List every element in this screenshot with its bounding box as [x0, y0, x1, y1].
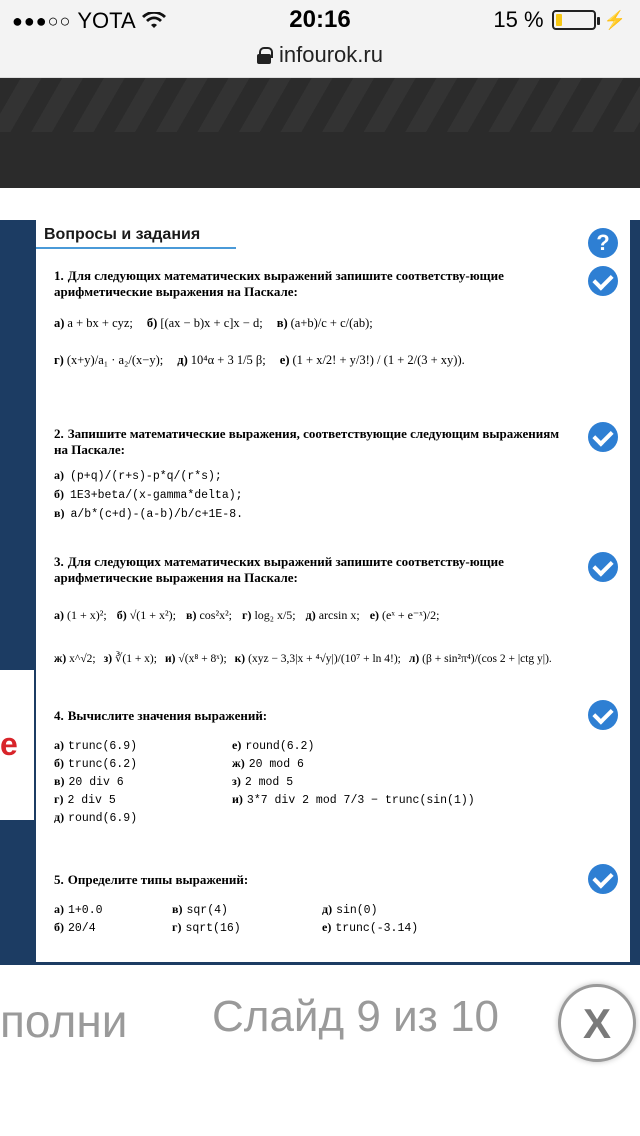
code-lines — [54, 468, 574, 521]
code-entry: в) sqr(4) — [172, 902, 228, 917]
code-entry: г) sqrt(16) — [172, 920, 241, 935]
underlying-page-letter: e — [0, 726, 18, 762]
task-1 — [54, 268, 574, 368]
battery-fill — [556, 14, 562, 26]
column — [54, 902, 172, 935]
battery-percent: 15 % — [493, 7, 544, 32]
code-entry: а) 1+0.0 — [54, 902, 103, 917]
code-line: в) a/b*(c+d)-(a-b)/b/c+1E-8. — [54, 506, 244, 521]
title-underline — [36, 247, 236, 249]
expression-item: б) [(ax − b)x + c]x − d; — [146, 316, 263, 330]
battery-icon — [552, 10, 596, 30]
task-number: 3. — [54, 554, 64, 569]
expression-item: а) (1 + x)²; — [54, 608, 107, 622]
expression-row — [54, 316, 574, 331]
lock-icon — [257, 47, 271, 63]
hatch-pattern — [0, 78, 640, 132]
task-number: 2. — [54, 426, 64, 441]
question-icon: ? — [588, 228, 618, 258]
code-entry: з) 2 mod 5 — [232, 774, 294, 789]
code-entry: в) 20 div 6 — [54, 774, 124, 789]
task-heading — [54, 872, 574, 888]
expression-item: в) (a+b)/c + c/(ab); — [276, 316, 373, 330]
task-text: Для следующих математических выражений запишите соответству-ющие арифметические выражения на Паскале: — [54, 554, 504, 585]
task-3 — [54, 554, 574, 665]
expression-row — [54, 608, 574, 623]
code-entry: е) trunc(-3.14) — [322, 920, 419, 935]
carrier-name: YOTA — [77, 8, 136, 33]
code-line: б) 1E3+beta/(x-gamma*delta); — [54, 487, 243, 502]
url-bar[interactable] — [0, 40, 640, 78]
slide-title: Вопросы и задания — [44, 226, 201, 243]
expression-item: г) log₂ x/5; — [242, 608, 296, 622]
expression-item: в) cos²x²; — [185, 608, 232, 622]
task-text: Вычислите значения выражений: — [67, 708, 268, 723]
code-entry: е) round(6.2) — [232, 738, 315, 753]
column — [232, 738, 475, 825]
expression-item: л) (β + sin²π⁴)/(cos 2 + |ctg y|). — [408, 653, 552, 665]
column — [322, 902, 418, 935]
code-entry: и) 3*7 div 2 mod 7/3 − trunc(sin(1)) — [232, 792, 475, 807]
column — [172, 902, 322, 935]
expression-item: ж) x^√2; — [54, 653, 96, 665]
column — [54, 738, 232, 825]
expression-item: б) √(1 + x²); — [116, 608, 176, 622]
check-icon — [588, 422, 618, 452]
code-line: а) (p+q)/(r+s)-p*q/(r*s); — [54, 468, 222, 483]
task-heading — [54, 554, 574, 586]
task-number: 4. — [54, 708, 64, 723]
expression-item: д) 10⁴α + 3 1/5 β; — [177, 353, 266, 367]
task-4 — [54, 708, 574, 825]
task-text: Для следующих математических выражений запишите соответству-ющие арифметические выражения на Паскале: — [54, 268, 504, 299]
code-entry: д) sin(0) — [322, 902, 378, 917]
task-2 — [54, 426, 574, 521]
expression-item: е) (1 + x/2! + y/3!) / (1 + 2/(3 + xy)). — [279, 353, 465, 367]
clock: 20:16 — [289, 6, 351, 33]
check-icon — [588, 552, 618, 582]
expression-item: з) ∛(1 + x); — [103, 653, 157, 665]
check-icon — [588, 864, 618, 894]
expression-row — [54, 353, 574, 368]
task-number: 1. — [54, 268, 64, 283]
task-heading — [54, 426, 574, 458]
expression-item: и) √(x⁸ + 8ˣ); — [164, 653, 227, 665]
task-text: Определите типы выражений: — [67, 872, 249, 887]
code-entry: д) round(6.9) — [54, 810, 138, 825]
expression-item: д) arcsin x; — [305, 608, 360, 622]
answer-columns — [54, 902, 574, 935]
spacer — [0, 188, 640, 220]
expression-item: е) (eˣ + e⁻ˣ)/2; — [369, 608, 440, 622]
task-5 — [54, 872, 574, 935]
url-text: infourok.ru — [279, 42, 383, 67]
code-entry: а) trunc(6.9) — [54, 738, 138, 753]
viewer-bottom-bar — [0, 965, 640, 1136]
expression-item: а) a + bx + cyz; — [54, 316, 133, 330]
page-header-band — [0, 78, 640, 188]
close-button[interactable]: X — [558, 984, 636, 1062]
expression-row — [54, 651, 574, 665]
signal-dots: ●●●○○ — [12, 10, 72, 31]
check-icon — [588, 266, 618, 296]
task-heading — [54, 708, 574, 724]
check-icon — [588, 700, 618, 730]
code-entry: г) 2 div 5 — [54, 792, 116, 807]
charging-icon: ⚡ — [603, 9, 626, 30]
code-entry: б) 20/4 — [54, 920, 96, 935]
slide-header — [36, 226, 236, 249]
task-text: Запишите математические выражения, соответствующие следующим выражениям на Паскале: — [54, 426, 560, 457]
answer-columns — [54, 738, 574, 825]
code-entry: ж) 20 mod 6 — [232, 756, 304, 771]
task-number: 5. — [54, 872, 64, 887]
status-bar — [0, 0, 640, 40]
battery-area — [493, 7, 626, 33]
expression-item: к) (xyz − 3,3|x + ⁴√y|)/(10⁷ + ln 4!); — [234, 653, 401, 665]
expression-item: г) (x+y)/a₁ · a₂/(x−y); — [54, 353, 164, 367]
code-entry: б) trunc(6.2) — [54, 756, 138, 771]
slide-counter: Слайд 9 из 10 — [212, 992, 500, 1041]
slide-page — [36, 220, 630, 962]
partial-label: полни — [0, 995, 128, 1047]
task-heading — [54, 268, 574, 300]
